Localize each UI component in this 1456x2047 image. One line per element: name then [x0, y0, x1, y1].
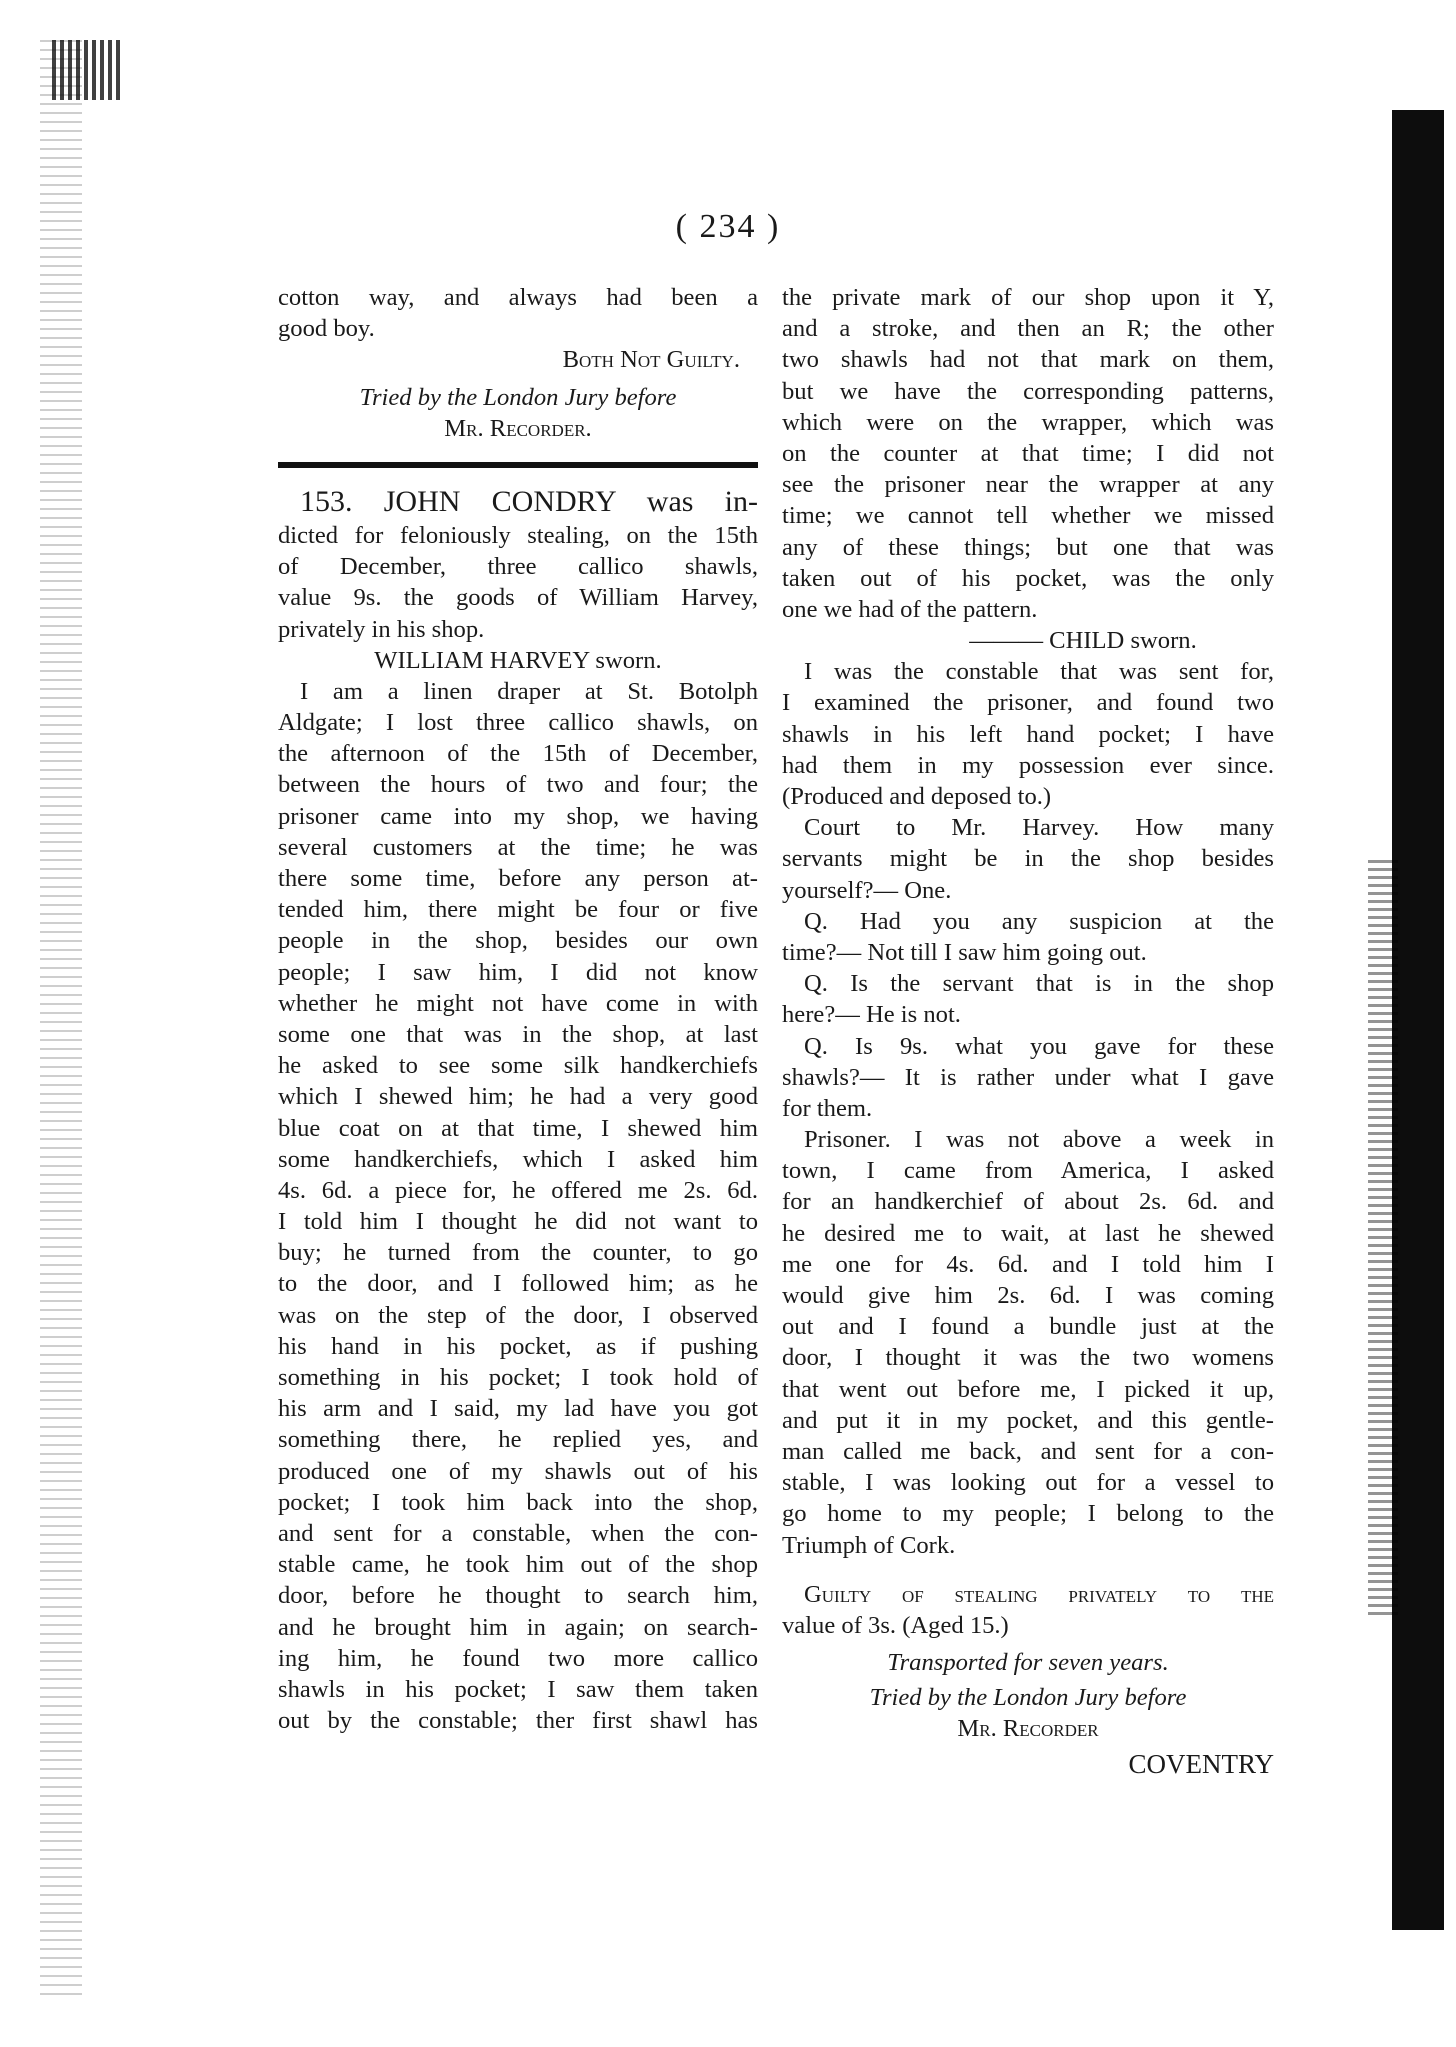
text-line: something there, he replied yes, and	[278, 1426, 758, 1454]
text-line: privately in his shop.	[278, 615, 485, 643]
text-line: I told him I thought he did not want to	[278, 1208, 758, 1236]
text-line: Aldgate; I lost three callico shawls, on	[278, 709, 758, 737]
text-line: which I shewed him; he had a very good	[278, 1083, 758, 1111]
text-line: and a stroke, and then an R; the other	[782, 315, 1274, 343]
text-line: blue coat on at that time, I shewed him	[278, 1114, 758, 1142]
text-line: buy; he turned from the counter, to go	[278, 1239, 758, 1267]
text-line: Triumph of Cork.	[782, 1531, 956, 1559]
text-line: on the counter at that time; I did not	[782, 439, 1274, 467]
text-line: but we have the corresponding patterns,	[782, 377, 1274, 405]
question-line: Q. Is 9s. what you gave for these	[804, 1032, 1274, 1060]
text-line: 4s. 6d. a piece for, he offered me 2s. 6d.	[278, 1176, 758, 1204]
text-line: his arm and I said, my lad have you got	[278, 1395, 758, 1423]
right-column	[782, 282, 1274, 1780]
tried-by-line: Tried by the London Jury before	[359, 383, 677, 411]
text-line: whether he might not have come in with	[278, 989, 758, 1017]
text-line: between the hours of two and four; the	[278, 771, 758, 799]
text-line: value 9s. the goods of William Harvey,	[278, 584, 758, 612]
text-line: (Produced and deposed to.)	[782, 783, 1052, 810]
text-line: shawls in his pocket; I saw them taken	[278, 1675, 758, 1703]
text-line: out by the constable; ther first shawl has	[278, 1707, 758, 1735]
text-line: ing him, he found two more callico	[278, 1644, 758, 1672]
text-line: see the prisoner near the wrapper at any	[782, 471, 1274, 499]
scan-right-binding-shadow	[1392, 110, 1444, 1930]
scan-left-edge-top	[52, 40, 122, 100]
text-line: the private mark of our shop upon it Y,	[782, 284, 1274, 311]
section-divider	[278, 462, 758, 468]
case-heading: 153. JOHN CONDRY was in-	[300, 484, 758, 518]
text-line: there some time, before any person at-	[278, 865, 758, 892]
text-line: two shawls had not that mark on them,	[782, 346, 1274, 374]
text-line: time; we cannot tell whether we missed	[782, 502, 1274, 530]
tried-by-line: Tried by the London Jury before	[869, 1684, 1187, 1712]
catchword: COVENTRY	[1128, 1748, 1274, 1779]
prisoner-defence: Prisoner. I was not above a week in	[804, 1126, 1274, 1154]
text-line: of December, three callico shawls,	[278, 553, 758, 581]
text-line: servants might be in the shop besides	[782, 845, 1274, 873]
text-line: any of these things; but one that was	[782, 533, 1274, 561]
text-line: one we had of the pattern.	[782, 595, 1038, 623]
text-line: he asked to see some silk handkerchiefs	[278, 1052, 758, 1080]
verdict-both-not-guilty: Both Not Guilty.	[562, 346, 740, 374]
text-line: me one for 4s. 6d. and I told him I	[782, 1250, 1274, 1278]
text-line: pocket; I took him back into the shop,	[278, 1488, 758, 1516]
sentence: Transported for seven years.	[887, 1649, 1169, 1677]
text-line: taken out of his pocket, was the only	[782, 564, 1274, 592]
spacer	[782, 1561, 1274, 1579]
left-column	[278, 282, 758, 1736]
text-line: value of 3s. (Aged 15.)	[782, 1611, 1009, 1639]
page-number: ( 234 )	[675, 208, 781, 245]
text-line: and he brought him in again; on search-	[278, 1613, 758, 1641]
text-line: would give him 2s. 6d. I was coming	[782, 1282, 1274, 1309]
text-line: his hand in his pocket, as if pushing	[278, 1332, 758, 1360]
text-line: and put it in my pocket, and this gentle-	[782, 1406, 1274, 1434]
text-line: prisoner came into my shop, we having	[278, 802, 758, 830]
text-line: the afternoon of the 15th of December,	[278, 740, 758, 768]
text-line: go home to my people; I belong to the	[782, 1500, 1274, 1528]
text-line: town, I came from America, I asked	[782, 1157, 1274, 1185]
text-line: he desired me to wait, at last he shewed	[782, 1219, 1274, 1247]
text-line: out and I found a bundle just at the	[782, 1313, 1274, 1341]
text-line: good boy.	[278, 315, 375, 343]
text-line: shawls?— It is rather under what I gave	[782, 1063, 1274, 1091]
scan-right-edge-noise	[1368, 860, 1398, 1620]
text-line: was on the step of the door, I observed	[278, 1301, 758, 1329]
text-line: several customers at the time; he was	[278, 833, 758, 861]
text-line: time?— Not till I saw him going out.	[782, 938, 1147, 966]
text-line: shawls in his left hand pocket; I have	[782, 720, 1274, 748]
text-line: people in the shop, besides our own	[278, 927, 758, 955]
text-line: man called me back, and sent for a con-	[782, 1437, 1274, 1465]
verdict-guilty: Guilty of stealing privately to the	[804, 1580, 1274, 1608]
text-line: stable came, he took him out of the shop	[278, 1551, 758, 1579]
text-line: something in his pocket; I took hold of	[278, 1364, 758, 1391]
text-line: yourself?— One.	[782, 876, 952, 904]
text-line: some handkerchiefs, which I asked him	[278, 1145, 758, 1173]
text-line: tended him, there might be four or five	[278, 896, 758, 924]
text-line: had them in my possession ever since.	[782, 751, 1274, 779]
text-line: I was the constable that was sent for,	[804, 658, 1274, 686]
text-line: to the door, and I followed him; as he	[278, 1270, 758, 1298]
tried-by-recorder: Mr. Recorder.	[444, 414, 592, 442]
text-line: stable, I was looking out for a vessel to	[782, 1469, 1274, 1497]
text-line: that went out before me, I picked it up,	[782, 1375, 1274, 1403]
text-line: door, I thought it was the two womens	[782, 1344, 1274, 1372]
witness-heading-child: ——— CHILD sworn.	[969, 627, 1197, 655]
text-line: here?— He is not.	[782, 1001, 961, 1029]
text-line: door, before he thought to search him,	[278, 1582, 758, 1610]
question-line: Q. Is the servant that is in the shop	[804, 970, 1274, 998]
text-line: people; I saw him, I did not know	[278, 958, 758, 986]
tried-by-recorder: Mr. Recorder	[957, 1715, 1099, 1743]
text-line: dicted for feloniously stealing, on the 15th	[278, 521, 758, 549]
text-line: for them.	[782, 1094, 873, 1122]
text-line: and sent for a constable, when the con-	[278, 1519, 758, 1547]
witness-heading: WILLIAM HARVEY sworn.	[374, 646, 662, 674]
text-line: some one that was in the shop, at last	[278, 1020, 758, 1048]
text-line: I examined the prisoner, and found two	[782, 689, 1274, 717]
text-line: produced one of my shawls out of his	[278, 1457, 758, 1485]
court-question: Court to Mr. Harvey. How many	[804, 814, 1274, 842]
text-line: for an handkerchief of about 2s. 6d. and	[782, 1188, 1274, 1216]
text-line: I am a linen draper at St. Botolph	[300, 677, 758, 705]
scan-left-edge	[40, 40, 82, 2000]
text-line: which were on the wrapper, which was	[782, 408, 1274, 436]
text-line: cotton way, and always had been a	[278, 284, 758, 311]
question-line: Q. Had you any suspicion at the	[804, 907, 1274, 935]
